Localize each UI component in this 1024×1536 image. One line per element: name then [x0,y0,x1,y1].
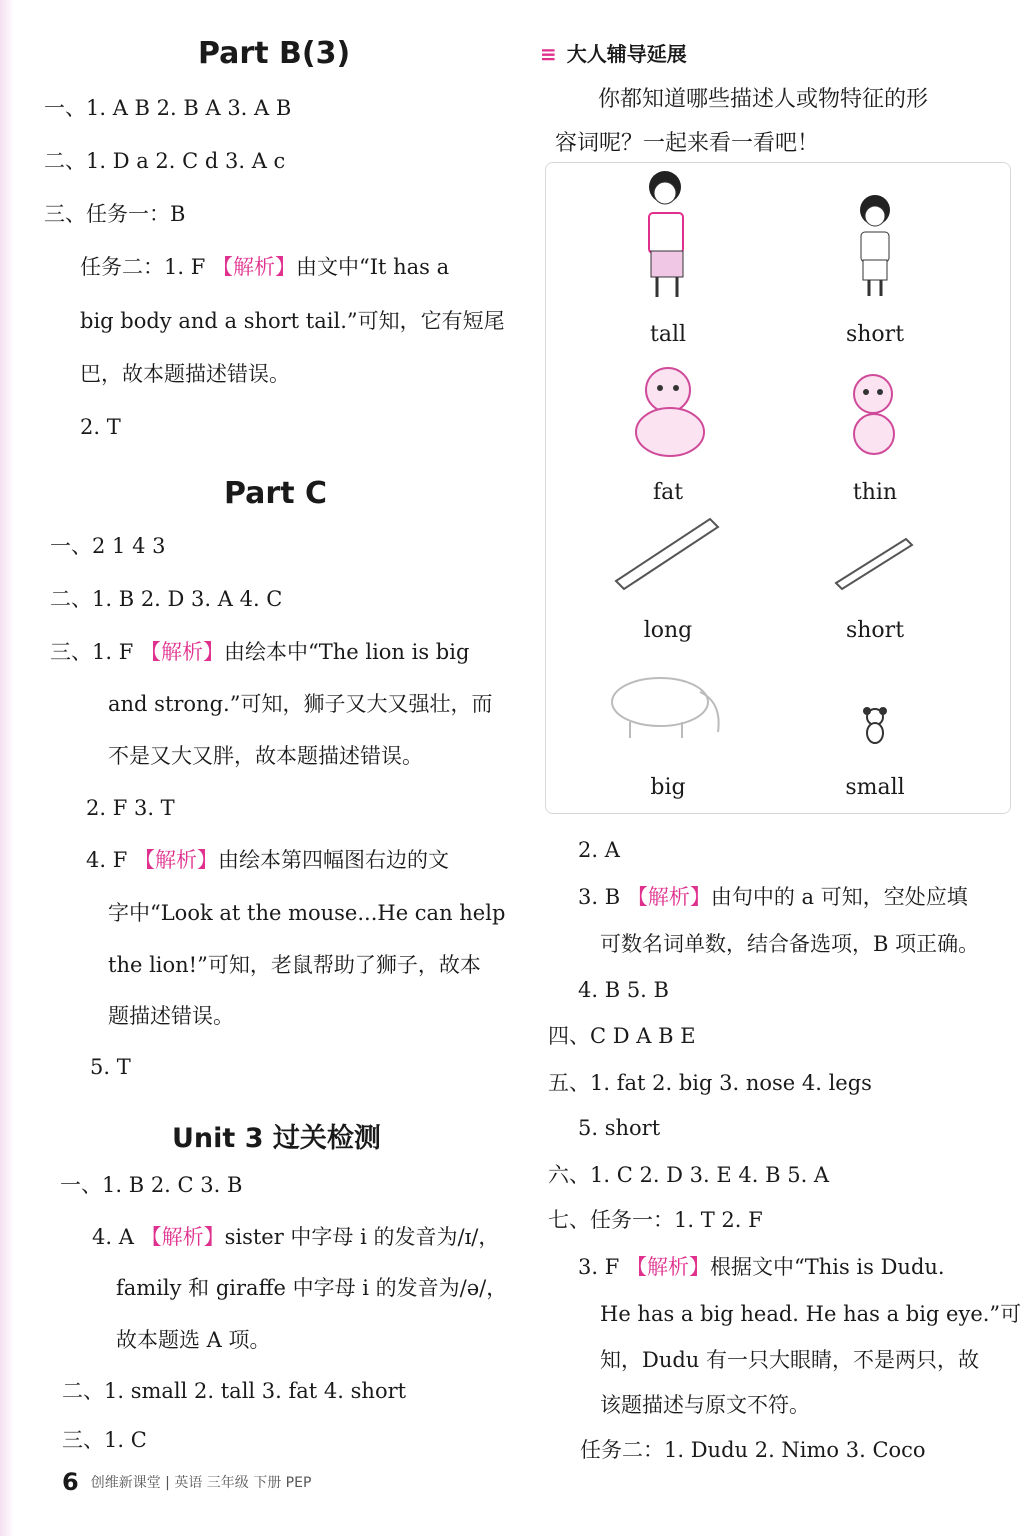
word-label: big [650,775,686,800]
answer-number: 三、1. F [50,640,134,664]
analysis-text: 由绘本第四幅图右边的文 [217,848,449,872]
section-title-text: 大人辅导延展 [566,42,687,66]
answer-line: 2. F 3. T [86,796,175,820]
short-boy-illustration [845,190,905,300]
word-label: small [845,775,905,800]
analysis-line: 题描述错误。 [108,1004,234,1028]
footer-text: 创维新课堂 | 英语 三年级 下册 PEP [90,1475,312,1491]
heading-part-c: Part C [224,476,328,511]
intro-line: 你都知道哪些描述人或物特征的形 [598,87,929,112]
answer-line: 5. short [578,1116,661,1140]
analysis-tag: 【 解析 】 [141,1225,225,1249]
answer-line: 2. T [80,415,121,439]
heading-unit3: Unit 3 过关检测 [172,1123,381,1154]
answer-line: 一、1. B 2. C 3. B [60,1173,243,1197]
answer-line: 二、1. small 2. tall 3. fat 4. short [62,1379,407,1403]
answer-line: 一、2 1 4 3 [50,534,166,558]
analysis-line: family 和 giraffe 中字母 i 的发音为/ə/， [116,1276,508,1300]
analysis-line: 不是又大又胖，故本题描述错误。 [108,744,423,768]
page-number: 6 [62,1468,79,1496]
analysis-text: 由绘本中“The lion is big [223,640,470,664]
intro-line: 容词呢？一起来看一看吧！ [555,131,820,156]
short-stick-illustration [832,535,917,595]
analysis-line: the lion!”可知，老鼠帮助了狮子，故本 [108,953,481,977]
word-label: short [845,322,905,347]
answer-line: 七、任务一：1. T 2. F [548,1208,763,1232]
answer-line [578,1257,945,1278]
answer-number: 3. B [578,885,621,909]
word-label: thin [852,480,898,505]
analysis-text: 由文中“It has a [295,255,450,279]
long-stick-illustration [612,515,722,595]
tall-boy-illustration [625,165,705,305]
answer-line: 4. B 5. B [578,978,669,1002]
answer-line: 四、C D A B E [548,1024,696,1048]
analysis-line: big body and a short tail.”可知，它有短尾 [80,309,505,333]
word-label: short [845,618,905,643]
analysis-line: and strong.”可知，狮子又大又强壮，而 [108,692,493,716]
answer-line: 二、1. D a 2. C d 3. A c [44,149,286,173]
answer-line: 五、1. fat 2. big 3. nose 4. legs [548,1071,872,1095]
word-label: tall [649,322,687,347]
analysis-line: 该题描述与原文不符。 [600,1393,810,1417]
fat-monkey-illustration [620,362,720,462]
answer-line: 任务二：1. Dudu 2. Nimo 3. Coco [580,1438,926,1462]
analysis-tag: 【 解析 】 [140,640,224,664]
analysis-text: 根据文中“This is Dudu. [709,1255,945,1279]
answer-line: 5. T [90,1055,131,1079]
answer-line [50,642,469,663]
answer-number: 4. F [86,848,128,872]
answer-number: 4. A [92,1225,134,1249]
analysis-line: 巴，故本题描述错误。 [80,362,290,386]
answer-line: 三、1. C [62,1428,147,1452]
word-label: long [643,618,693,643]
thin-monkey-illustration [840,370,910,460]
menu-lines-icon: ≡ [540,42,557,66]
section-title [540,38,687,67]
left-edge-decoration [0,0,14,1536]
elephant-illustration [600,662,730,742]
analysis-tag: 【 解析 】 [626,1255,710,1279]
analysis-line: 故本题选 A 项。 [116,1328,271,1352]
analysis-tag: 【 解析 】 [627,885,711,909]
analysis-tag: 【 解析 】 [134,848,218,872]
analysis-text: 由句中的 a 可知，空处应填 [710,885,968,909]
answer-line [578,887,968,908]
answer-line [92,1227,499,1248]
answer-line [80,257,449,278]
heading-part-b3: Part B(3) [198,36,351,71]
answer-line: 三、任务一：B [44,202,186,226]
answer-number: 3. F [578,1255,620,1279]
analysis-line: He has a big head. He has a big eye.”可 [600,1302,1022,1326]
page-footer [62,1468,311,1496]
analysis-line: 知，Dudu 有一只大眼睛，不是两只，故 [600,1348,980,1372]
analysis-line: 可数名词单数，结合备选项，B 项正确。 [600,932,980,956]
analysis-text: sister 中字母 i 的发音为/ɪ/， [224,1225,500,1249]
answer-line: 一、1. A B 2. B A 3. A B [44,96,292,120]
answer-line: 二、1. B 2. D 3. A 4. C [50,587,283,611]
analysis-line: 字中“Look at the mouse...He can help [108,901,506,925]
analysis-tag: 【 解析 】 [212,255,296,279]
answer-line [86,850,449,871]
answer-line: 六、1. C 2. D 3. E 4. B 5. A [548,1163,830,1187]
answer-number: 任务二：1. F [80,255,206,279]
mouse-illustration [855,705,895,750]
word-label: fat [652,480,684,505]
answer-line: 2. A [578,838,620,862]
